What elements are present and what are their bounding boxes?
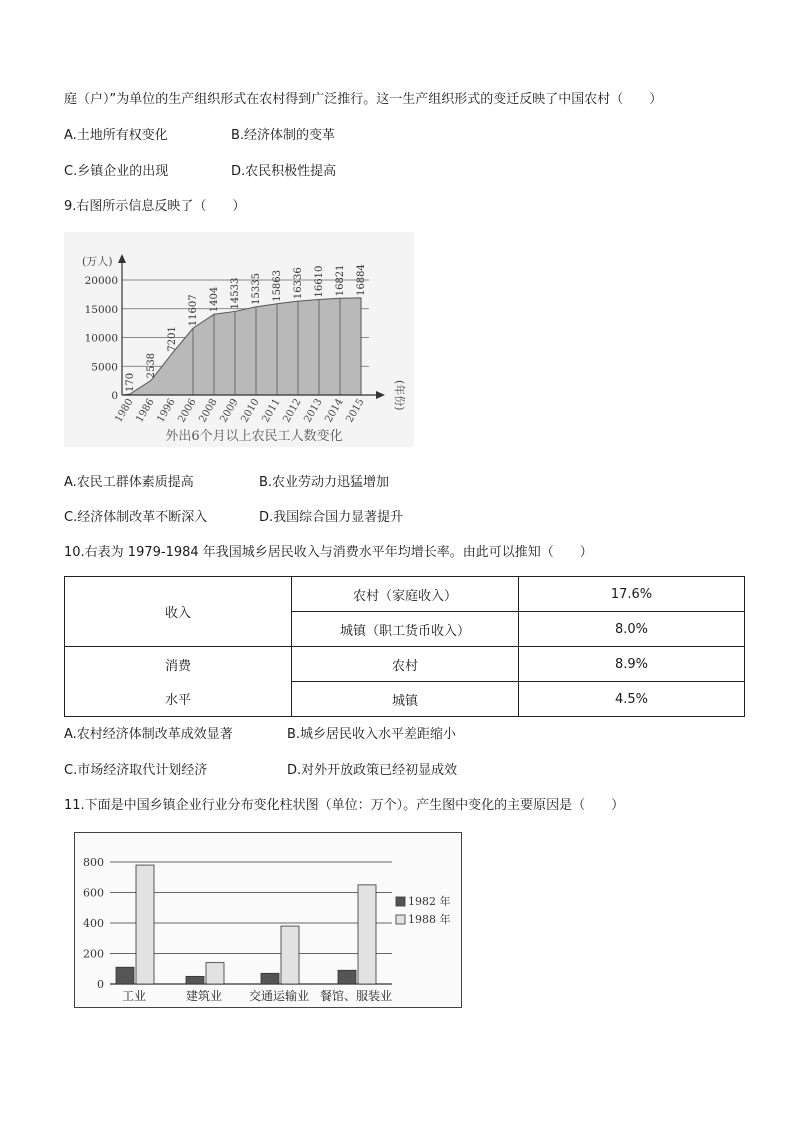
bar-1982 (261, 973, 279, 984)
migrant-worker-chart (64, 232, 414, 447)
x-axis-label: (年份) (393, 380, 406, 411)
y-tick-label: 400 (83, 917, 104, 930)
x-tick-label: 2006 (176, 397, 199, 425)
data-label: 15863 (272, 269, 283, 302)
x-tick-label: 1986 (134, 397, 157, 425)
x-tick-label: 1996 (155, 397, 178, 425)
legend-swatch (396, 915, 405, 924)
q8-option-a[interactable]: A.土地所有权变化 (64, 128, 168, 143)
table-row-item: 农村 (292, 647, 519, 682)
x-tick-label: 建筑业 (185, 989, 223, 1003)
bar-1982 (186, 976, 204, 984)
consume-label-2: 水平 (65, 682, 292, 717)
table-row-value: 8.0% (519, 612, 745, 647)
legend-label: 1982 年 (408, 895, 451, 908)
table-row-value: 4.5% (519, 682, 745, 717)
data-label: 16336 (293, 267, 304, 300)
q9-option-d[interactable]: D.我国综合国力显著提升 (259, 510, 404, 525)
data-label: 15335 (251, 273, 262, 305)
q10-option-c[interactable]: C.市场经济取代计划经济 (64, 763, 208, 778)
bar-1988 (136, 865, 154, 984)
x-tick-label: 2009 (218, 397, 241, 425)
x-tick-label: 1980 (113, 397, 136, 425)
data-label: 1404 (209, 286, 220, 313)
data-label: 16821 (335, 264, 346, 297)
q8-stem: 庭（户）”为单位的生产组织形式在农村得到广泛推行。这一生产组织形式的变迁反映了中国农村（ ） (64, 92, 663, 107)
q9-option-a[interactable]: A.农民工群体素质提高 (64, 475, 194, 490)
q9-stem: 9.右图所示信息反映了（ ） (64, 199, 246, 214)
consume-label-1: 消费 (65, 647, 292, 682)
income-label: 收入 (65, 577, 292, 647)
table-row-item: 农村（家庭收入） (292, 577, 519, 612)
table-row-item: 城镇 (292, 682, 519, 717)
income-consumption-table (64, 576, 745, 717)
q10-option-b[interactable]: B.城乡居民收入水平差距缩小 (287, 727, 457, 742)
y-tick-label: 5000 (91, 361, 118, 374)
x-tick-label: 2014 (323, 397, 346, 425)
y-tick-label: 200 (83, 947, 104, 961)
bar-1982 (338, 970, 356, 984)
y-tick-label: 10000 (84, 332, 118, 345)
bar-1988 (206, 963, 224, 984)
bar-1988 (358, 885, 376, 984)
data-label: 14533 (230, 277, 241, 310)
y-tick-label: 0 (97, 978, 104, 991)
q9-option-c[interactable]: C.经济体制改革不断深入 (64, 510, 208, 525)
x-tick-label: 交通运输业 (248, 989, 310, 1003)
data-label: 11607 (188, 294, 199, 327)
x-tick-label: 2011 (260, 397, 283, 425)
x-tick-label: 2010 (239, 397, 262, 425)
bar-1988 (281, 926, 299, 984)
township-enterprise-chart (74, 832, 462, 1008)
bar-1982 (116, 967, 134, 984)
table-row-item: 城镇（职工货币收入） (292, 612, 519, 647)
y-tick-label: 600 (83, 886, 104, 900)
q8-option-c[interactable]: C.乡镇企业的出现 (64, 164, 169, 179)
data-label: 16610 (314, 265, 325, 298)
x-tick-label: 工业 (121, 989, 147, 1003)
q10-option-d[interactable]: D.对外开放政策已经初显成效 (287, 763, 458, 778)
data-label: 2538 (146, 352, 157, 379)
data-label: 16884 (356, 264, 367, 296)
legend-label: 1988 年 (408, 913, 451, 926)
x-tick-label: 2015 (344, 397, 367, 425)
chart-title: 外出6个月以上农民工人数变化 (165, 429, 343, 444)
y-tick-label: 15000 (84, 303, 118, 316)
x-tick-label: 2012 (281, 397, 304, 425)
y-tick-label: 800 (83, 856, 104, 869)
y-tick-label: 20000 (84, 275, 118, 287)
q10-stem: 10.右表为 1979-1984 年我国城乡居民收入与消费水平年均增长率。由此可以推知（ ） (64, 545, 593, 560)
x-tick-label: 2008 (197, 397, 220, 425)
x-tick-label: 餐馆、服装业 (319, 989, 393, 1003)
data-label: 7201 (167, 326, 178, 352)
q10-option-a[interactable]: A.农村经济体制改革成效显著 (64, 727, 233, 742)
table-row-value: 17.6% (519, 577, 745, 612)
y-axis-label: (万人) (82, 255, 113, 268)
y-tick-label: 0 (111, 390, 118, 402)
table-row-value: 8.9% (519, 647, 745, 682)
x-tick-label: 2013 (302, 397, 325, 425)
q11-stem: 11.下面是中国乡镇企业行业分布变化柱状图（单位：万个）。产生图中变化的主要原因是（ ） (64, 798, 625, 813)
data-label: 170 (125, 372, 136, 393)
q8-option-d[interactable]: D.农民积极性提高 (231, 164, 337, 179)
q9-option-b[interactable]: B.农业劳动力迅猛增加 (259, 475, 390, 490)
q8-option-b[interactable]: B.经济体制的变革 (231, 128, 336, 143)
legend-swatch (396, 897, 405, 906)
